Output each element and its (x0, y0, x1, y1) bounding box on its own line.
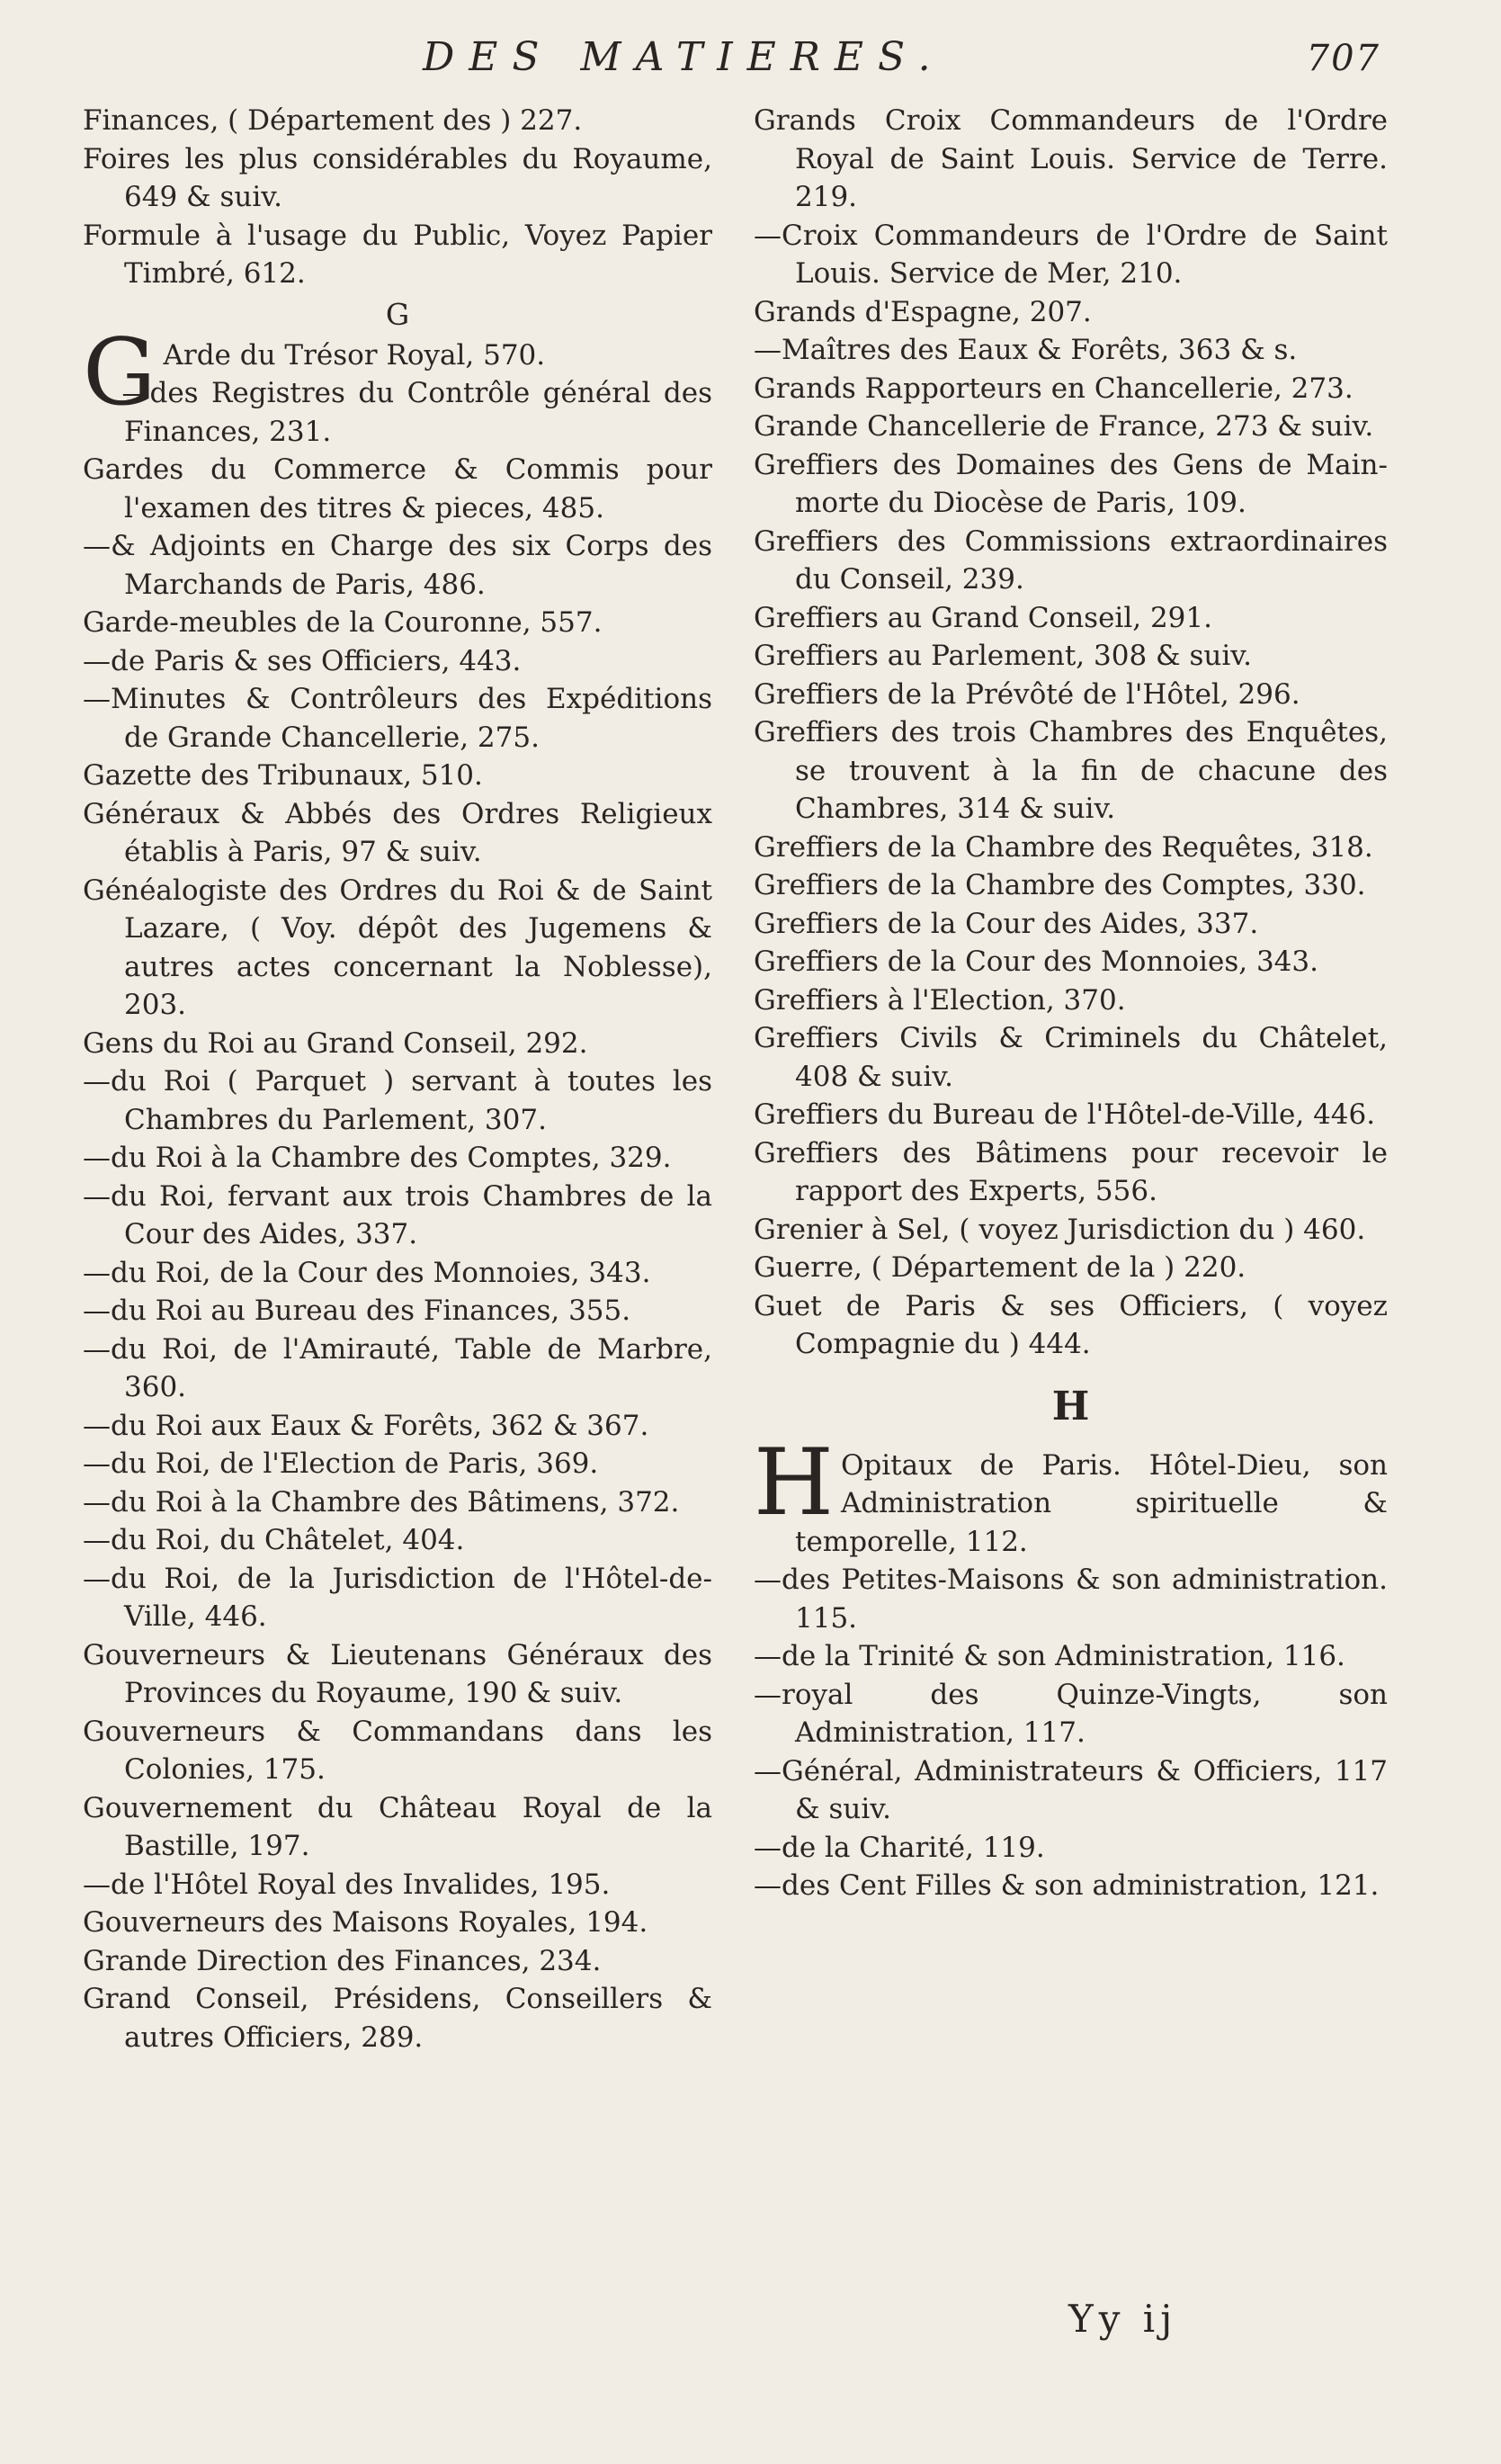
index-entry: —du Roi, de la Jurisdiction de l'Hôtel-de-Ville, 446. (83, 1562, 712, 1633)
drop-cap: H (754, 1429, 834, 1537)
index-entry: Gazette des Tribunaux, 510. (83, 759, 483, 792)
drop-cap: G (83, 318, 156, 426)
index-entry: Gardes du Commerce & Commis pour l'examen des titres & pieces, 485. (83, 453, 712, 524)
index-entry: —de la Trinité & son Administration, 116. (754, 1640, 1345, 1672)
index-entry: —Général, Administrateurs & Officiers, 117 & suiv. (754, 1754, 1388, 1825)
index-entry: Guet de Paris & ses Officiers, ( voyez Compagnie du ) 444. (754, 1289, 1388, 1360)
index-entry: Gens du Roi au Grand Conseil, 292. (83, 1026, 588, 1060)
index-entry: —du Roi, de l'Election de Paris, 369. (83, 1447, 599, 1480)
index-entry: Grande Direction des Finances, 234. (83, 1944, 602, 1977)
index-entry: —Minutes & Contrôleurs des Expéditions de Grande Chancellerie, 275. (83, 683, 712, 754)
signature-mark: Yy ij (1068, 2297, 1178, 2341)
index-entry: Finances, ( Département des ) 227. (83, 104, 583, 137)
index-entry-text: Opitaux de Paris. Hôtel-Dieu, son Administration spirituelle & temporelle, 112. (795, 1448, 1388, 1558)
index-entry: Greffiers des Domaines des Gens de Main-morte du Diocèse de Paris, 109. (754, 448, 1388, 519)
index-entry: —des Cent Filles & son administration, 121. (754, 1869, 1380, 1902)
index-entry: Gouverneurs & Lieutenans Généraux des Provinces du Royaume, 190 & suiv. (83, 1638, 712, 1709)
index-entry: —du Roi au Bureau des Finances, 355. (83, 1295, 631, 1327)
index-entry: Greffiers de la Cour des Aides, 337. (754, 907, 1259, 940)
index-entry: Greffiers des Commissions extraordinaires du Conseil, 239. (754, 524, 1388, 596)
index-entry: Grande Chancellerie de France, 273 & suiv. (754, 410, 1374, 443)
index-entry: Greffiers à l'Election, 370. (754, 983, 1126, 1017)
index-entry: Généalogiste des Ordres du Roi & de Saint Lazare, ( Voy. dépôt des Jugemens & autres actes concernant la Noblesse), 203. (83, 874, 712, 1021)
section-letter: H (1051, 1383, 1090, 1429)
index-entry: —royal des Quinze-Vingts, son Administration, 117. (754, 1678, 1388, 1749)
index-entry: —du Roi, fervant aux trois Chambres de la Cour des Aides, 337. (83, 1179, 712, 1250)
index-entry: Grands Rapporteurs en Chancellerie, 273. (754, 372, 1354, 405)
index-entry: —des Registres du Contrôle général des Finances, 231. (121, 377, 712, 448)
index-entry: Guerre, ( Département de la ) 220. (754, 1251, 1246, 1284)
index-entry: Greffiers au Parlement, 308 & suiv. (754, 640, 1252, 672)
index-entry: Greffiers des Bâtimens pour recevoir le rapport des Experts, 556. (754, 1136, 1388, 1207)
index-entry: —du Roi aux Eaux & Forêts, 362 & 367. (83, 1409, 649, 1442)
running-title: DES MATIERES. (423, 34, 945, 80)
index-entry: —du Roi à la Chambre des Bâtimens, 372. (83, 1485, 680, 1519)
index-entry: Foires les plus considérables du Royaume, 649 & suiv. (83, 142, 712, 213)
index-entry: Greffiers de la Chambre des Comptes, 330. (754, 869, 1366, 901)
left-column (83, 102, 712, 2056)
index-entry: Greffiers de la Prévôté de l'Hôtel, 296. (754, 677, 1300, 711)
index-entry: Grands d'Espagne, 207. (754, 295, 1092, 328)
index-entry (754, 1429, 1388, 1562)
index-entry: —Croix Commandeurs de l'Ordre de Saint Louis. Service de Mer, 210. (754, 219, 1388, 290)
index-entry: Greffiers au Grand Conseil, 291. (754, 601, 1212, 634)
index-entry: —de l'Hôtel Royal des Invalides, 195. (83, 1868, 611, 1901)
index-entry: Formule à l'usage du Public, Voyez Papier Timbré, 612. (83, 219, 712, 290)
index-entry: Généraux & Abbés des Ordres Religieux établis à Paris, 97 & suiv. (83, 797, 712, 868)
section-letter: G (385, 296, 410, 332)
index-entry: Gouverneurs des Maisons Royales, 194. (83, 1906, 648, 1939)
index-entry: Greffiers du Bureau de l'Hôtel-de-Ville, 446. (754, 1098, 1376, 1131)
index-entry: Grands Croix Commandeurs de l'Ordre Royal de Saint Louis. Service de Terre. 219. (754, 104, 1388, 213)
index-entry: —du Roi ( Parquet ) servant à toutes les Chambres du Parlement, 307. (83, 1065, 712, 1136)
index-entry: Garde-meubles de la Couronne, 557. (83, 606, 603, 639)
index-entry: Gouverneurs & Commandans dans les Colonies, 175. (83, 1715, 712, 1786)
page-header (0, 34, 1501, 97)
index-entry: Greffiers de la Chambre des Requêtes, 318. (754, 830, 1373, 864)
index-entry: —du Roi à la Chambre des Comptes, 329. (83, 1142, 672, 1174)
right-column (754, 102, 1388, 1905)
index-entry: Greffiers Civils & Criminels du Châtelet, 408 & suiv. (754, 1022, 1388, 1093)
index-entry: —de Paris & ses Officiers, 443. (83, 644, 522, 677)
index-entry: Greffiers de la Cour des Monnoies, 343. (754, 945, 1318, 978)
index-entry: Grand Conseil, Présidens, Conseillers & autres Officiers, 289. (83, 1983, 712, 2054)
index-entry: —Maîtres des Eaux & Forêts, 363 & s. (754, 334, 1298, 366)
index-entry-text: Arde du Trésor Royal, 570. (163, 338, 546, 372)
index-entry: Gouvernement du Château Royal de la Bastille, 197. (83, 1791, 712, 1862)
index-entry: —du Roi, du Châtelet, 404. (83, 1524, 465, 1556)
index-entry: —des Petites-Maisons & son administration. 115. (754, 1564, 1388, 1635)
page-number: 707 (1306, 38, 1380, 79)
index-entry: —du Roi, de la Cour des Monnoies, 343. (83, 1256, 651, 1289)
index-entry: —& Adjoints en Charge des six Corps des Marchands de Paris, 486. (83, 530, 712, 601)
index-entry: Greffiers des trois Chambres des Enquêtes, se trouvent à la fin de chacune des Chambres, 314 & suiv. (754, 716, 1388, 825)
index-entry: Grenier à Sel, ( voyez Jurisdiction du ) 460. (754, 1213, 1366, 1246)
index-entry: —de la Charité, 119. (754, 1831, 1045, 1864)
index-entry: —du Roi, de l'Amirauté, Table de Marbre, 360. (83, 1332, 712, 1403)
